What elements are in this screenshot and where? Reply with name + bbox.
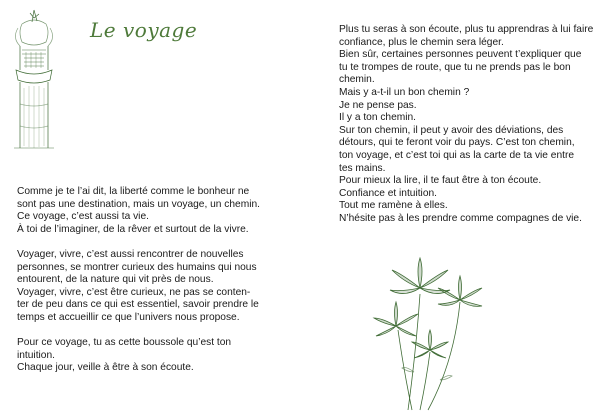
- text-line: Pour ce voyage, tu as cette boussole qu’est ton: [17, 337, 232, 349]
- text-line: Plus tu seras à son écoute, plus tu apprendras à lui faire: [339, 24, 594, 35]
- text-line: intuition.: [17, 349, 55, 361]
- tower-sketch-icon: [8, 8, 60, 150]
- text-line: entourent, de la nature qui vit près de nous.: [17, 274, 214, 286]
- text-line: Il y a ton chemin.: [339, 112, 417, 124]
- text-line: Comme je te l’ai dit, la liberté comme le bonheur ne: [17, 186, 250, 197]
- text-line: personnes, se montrer curieux des humains qui nous: [17, 261, 257, 273]
- text-line: Je ne pense pas.: [339, 99, 417, 111]
- text-line: Voyager, vivre, c’est aussi rencontrer de nouvelles: [17, 248, 244, 260]
- paragraph-gap: [17, 236, 293, 249]
- text-line: Mais y a-t-il un bon chemin ?: [339, 86, 470, 98]
- text-line: chemin.: [339, 74, 375, 86]
- text-line: Sur ton chemin, il peut y avoir des déviations, des: [339, 124, 564, 136]
- text-line: tu te trompes de route, que tu ne prends pas le bon: [339, 61, 571, 73]
- text-line: temps et accueillir ce que l’univers nous propose.: [17, 311, 240, 323]
- text-line: Voyager, vivre, c’est être curieux, ne pas se conten-: [17, 286, 251, 298]
- text-line: Pour mieux la lire, il te faut être à ton écoute.: [339, 175, 542, 187]
- right-body-text: [339, 24, 597, 226]
- page-title: Le voyage: [90, 18, 198, 42]
- text-line: À toi de l’imaginer, de la rêver et surtout de la vivre.: [17, 223, 249, 235]
- text-line: Bien sûr, certaines personnes peuvent t’expliquer que: [339, 49, 582, 61]
- text-line: tes mains.: [339, 162, 386, 174]
- text-line: N’hésite pas à les prendre comme compagnes de vie.: [339, 212, 582, 224]
- left-body-text: [17, 186, 293, 375]
- text-line: Tout me ramène à elles.: [339, 200, 448, 212]
- text-line: ton voyage, et c’est toi qui as la carte de ta vie entre: [339, 149, 575, 161]
- text-line: ter de peu dans ce qui est essentiel, savoir prendre le: [17, 299, 259, 311]
- text-line: sont pas une destination, mais un voyage, un chemin.: [17, 198, 260, 210]
- text-line: Ce voyage, c’est aussi ta vie.: [17, 211, 149, 223]
- flowers-sketch-icon: [368, 252, 488, 411]
- text-line: confiance, plus le chemin sera léger.: [339, 36, 504, 48]
- text-line: Chaque jour, veille à être à son écoute.: [17, 362, 194, 374]
- paragraph-gap: [17, 325, 293, 338]
- text-line: détours, qui te feront voir du pays. C’est ton chemin,: [339, 137, 575, 149]
- text-line: Confiance et intuition.: [339, 187, 437, 199]
